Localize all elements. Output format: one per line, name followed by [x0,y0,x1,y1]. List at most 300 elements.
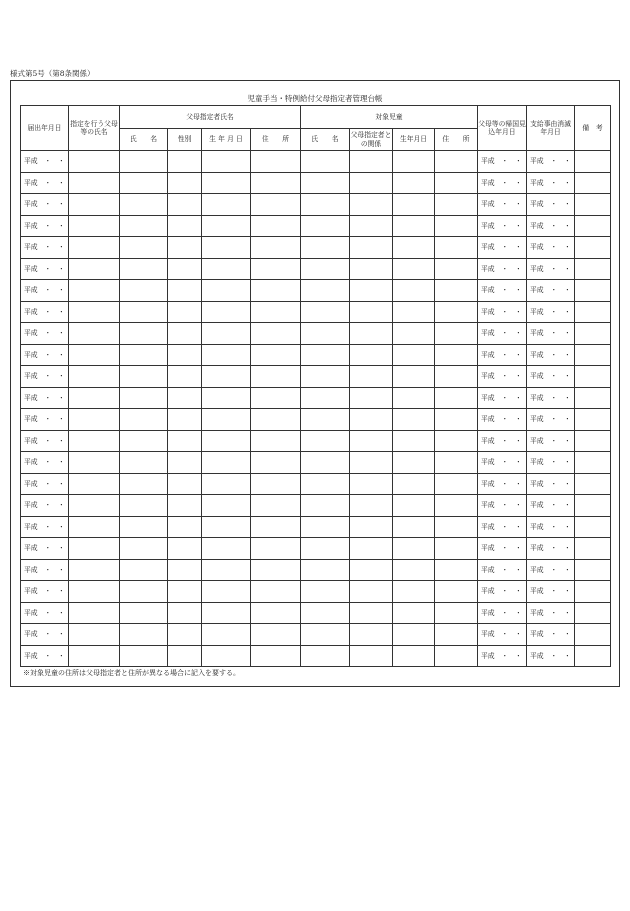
cell-filing-date[interactable]: 平成 ・ ・ [21,559,69,581]
table-cell[interactable] [202,366,251,388]
cell-return-date[interactable]: 平成 ・ ・ [478,258,527,280]
table-cell[interactable] [168,258,202,280]
table-cell[interactable] [435,452,478,474]
table-cell[interactable] [120,237,168,259]
table-cell[interactable] [350,581,393,603]
cell-extinction-date[interactable]: 平成 ・ ・ [527,366,575,388]
cell-filing-date[interactable]: 平成 ・ ・ [21,280,69,302]
cell-extinction-date[interactable]: 平成 ・ ・ [527,215,575,237]
table-cell[interactable] [393,323,435,345]
table-cell[interactable] [168,194,202,216]
table-cell[interactable] [575,258,611,280]
table-cell[interactable] [301,323,350,345]
cell-filing-date[interactable]: 平成 ・ ・ [21,258,69,280]
cell-return-date[interactable]: 平成 ・ ・ [478,344,527,366]
table-cell[interactable] [350,645,393,667]
table-cell[interactable] [202,237,251,259]
table-cell[interactable] [393,430,435,452]
table-cell[interactable] [202,452,251,474]
table-cell[interactable] [301,258,350,280]
table-cell[interactable] [168,366,202,388]
table-cell[interactable] [435,645,478,667]
table-cell[interactable] [69,151,120,173]
table-cell[interactable] [435,366,478,388]
table-cell[interactable] [202,301,251,323]
cell-filing-date[interactable]: 平成 ・ ・ [21,151,69,173]
table-cell[interactable] [120,645,168,667]
table-cell[interactable] [350,516,393,538]
cell-extinction-date[interactable]: 平成 ・ ・ [527,645,575,667]
table-cell[interactable] [168,495,202,517]
table-cell[interactable] [301,624,350,646]
table-cell[interactable] [120,194,168,216]
table-cell[interactable] [120,366,168,388]
table-cell[interactable] [393,495,435,517]
table-cell[interactable] [251,151,301,173]
table-cell[interactable] [69,323,120,345]
table-cell[interactable] [251,194,301,216]
cell-return-date[interactable]: 平成 ・ ・ [478,538,527,560]
cell-filing-date[interactable]: 平成 ・ ・ [21,237,69,259]
cell-filing-date[interactable]: 平成 ・ ・ [21,516,69,538]
cell-return-date[interactable]: 平成 ・ ・ [478,645,527,667]
table-cell[interactable] [435,516,478,538]
table-cell[interactable] [301,559,350,581]
table-cell[interactable] [168,301,202,323]
table-cell[interactable] [393,452,435,474]
table-cell[interactable] [393,409,435,431]
table-cell[interactable] [350,301,393,323]
table-cell[interactable] [120,452,168,474]
table-cell[interactable] [69,237,120,259]
table-cell[interactable] [69,645,120,667]
table-cell[interactable] [168,581,202,603]
table-cell[interactable] [251,344,301,366]
table-cell[interactable] [251,366,301,388]
table-cell[interactable] [251,172,301,194]
table-cell[interactable] [69,280,120,302]
table-cell[interactable] [120,172,168,194]
table-cell[interactable] [350,430,393,452]
table-cell[interactable] [435,323,478,345]
table-cell[interactable] [435,172,478,194]
table-cell[interactable] [120,430,168,452]
table-cell[interactable] [69,215,120,237]
table-cell[interactable] [301,172,350,194]
table-cell[interactable] [120,495,168,517]
table-cell[interactable] [69,581,120,603]
table-cell[interactable] [202,258,251,280]
table-cell[interactable] [168,624,202,646]
cell-filing-date[interactable]: 平成 ・ ・ [21,387,69,409]
table-cell[interactable] [301,581,350,603]
table-cell[interactable] [301,301,350,323]
table-cell[interactable] [168,172,202,194]
table-cell[interactable] [575,215,611,237]
table-cell[interactable] [393,237,435,259]
table-cell[interactable] [251,237,301,259]
cell-return-date[interactable]: 平成 ・ ・ [478,387,527,409]
table-cell[interactable] [168,237,202,259]
table-cell[interactable] [301,452,350,474]
table-cell[interactable] [575,409,611,431]
cell-filing-date[interactable]: 平成 ・ ・ [21,581,69,603]
table-cell[interactable] [350,194,393,216]
table-cell[interactable] [393,258,435,280]
table-cell[interactable] [393,215,435,237]
table-cell[interactable] [575,473,611,495]
table-cell[interactable] [435,430,478,452]
cell-filing-date[interactable]: 平成 ・ ・ [21,366,69,388]
table-cell[interactable] [168,344,202,366]
table-cell[interactable] [575,280,611,302]
table-cell[interactable] [393,538,435,560]
cell-extinction-date[interactable]: 平成 ・ ・ [527,258,575,280]
table-cell[interactable] [393,516,435,538]
table-cell[interactable] [120,151,168,173]
table-cell[interactable] [120,624,168,646]
cell-filing-date[interactable]: 平成 ・ ・ [21,538,69,560]
table-cell[interactable] [202,172,251,194]
table-cell[interactable] [350,237,393,259]
cell-return-date[interactable]: 平成 ・ ・ [478,602,527,624]
table-cell[interactable] [251,473,301,495]
table-cell[interactable] [301,151,350,173]
table-cell[interactable] [575,516,611,538]
cell-return-date[interactable]: 平成 ・ ・ [478,581,527,603]
table-cell[interactable] [168,602,202,624]
table-cell[interactable] [575,559,611,581]
table-cell[interactable] [435,344,478,366]
cell-filing-date[interactable]: 平成 ・ ・ [21,301,69,323]
table-cell[interactable] [69,624,120,646]
cell-return-date[interactable]: 平成 ・ ・ [478,280,527,302]
cell-extinction-date[interactable]: 平成 ・ ・ [527,473,575,495]
cell-return-date[interactable]: 平成 ・ ・ [478,237,527,259]
cell-return-date[interactable]: 平成 ・ ・ [478,151,527,173]
cell-filing-date[interactable]: 平成 ・ ・ [21,645,69,667]
table-cell[interactable] [301,215,350,237]
table-cell[interactable] [301,344,350,366]
table-cell[interactable] [435,538,478,560]
table-cell[interactable] [202,151,251,173]
table-cell[interactable] [350,409,393,431]
table-cell[interactable] [435,258,478,280]
table-cell[interactable] [393,602,435,624]
table-cell[interactable] [393,172,435,194]
table-cell[interactable] [350,473,393,495]
table-cell[interactable] [575,151,611,173]
cell-extinction-date[interactable]: 平成 ・ ・ [527,172,575,194]
table-cell[interactable] [251,516,301,538]
table-cell[interactable] [251,258,301,280]
table-cell[interactable] [435,581,478,603]
table-cell[interactable] [575,237,611,259]
table-cell[interactable] [301,602,350,624]
table-cell[interactable] [251,495,301,517]
table-cell[interactable] [202,624,251,646]
cell-extinction-date[interactable]: 平成 ・ ・ [527,452,575,474]
table-cell[interactable] [575,172,611,194]
table-cell[interactable] [251,323,301,345]
cell-filing-date[interactable]: 平成 ・ ・ [21,215,69,237]
table-cell[interactable] [435,409,478,431]
table-cell[interactable] [435,624,478,646]
table-cell[interactable] [202,602,251,624]
table-cell[interactable] [120,323,168,345]
cell-extinction-date[interactable]: 平成 ・ ・ [527,409,575,431]
table-cell[interactable] [301,430,350,452]
table-cell[interactable] [575,387,611,409]
cell-extinction-date[interactable]: 平成 ・ ・ [527,581,575,603]
cell-return-date[interactable]: 平成 ・ ・ [478,194,527,216]
table-cell[interactable] [168,387,202,409]
cell-extinction-date[interactable]: 平成 ・ ・ [527,280,575,302]
table-cell[interactable] [435,473,478,495]
table-cell[interactable] [350,452,393,474]
table-cell[interactable] [350,387,393,409]
table-cell[interactable] [251,301,301,323]
table-cell[interactable] [350,538,393,560]
table-cell[interactable] [251,430,301,452]
table-cell[interactable] [120,581,168,603]
table-cell[interactable] [350,172,393,194]
table-cell[interactable] [350,602,393,624]
cell-filing-date[interactable]: 平成 ・ ・ [21,473,69,495]
table-cell[interactable] [202,194,251,216]
cell-extinction-date[interactable]: 平成 ・ ・ [527,624,575,646]
table-cell[interactable] [69,409,120,431]
table-cell[interactable] [120,559,168,581]
cell-filing-date[interactable]: 平成 ・ ・ [21,495,69,517]
table-cell[interactable] [350,624,393,646]
cell-extinction-date[interactable]: 平成 ・ ・ [527,430,575,452]
table-cell[interactable] [575,538,611,560]
table-cell[interactable] [301,387,350,409]
table-cell[interactable] [575,194,611,216]
cell-extinction-date[interactable]: 平成 ・ ・ [527,194,575,216]
cell-extinction-date[interactable]: 平成 ・ ・ [527,559,575,581]
table-cell[interactable] [575,366,611,388]
table-cell[interactable] [251,538,301,560]
table-cell[interactable] [120,516,168,538]
table-cell[interactable] [575,624,611,646]
table-cell[interactable] [301,473,350,495]
table-cell[interactable] [168,409,202,431]
table-cell[interactable] [393,387,435,409]
cell-return-date[interactable]: 平成 ・ ・ [478,430,527,452]
table-cell[interactable] [435,237,478,259]
table-cell[interactable] [251,215,301,237]
table-cell[interactable] [393,344,435,366]
table-cell[interactable] [202,495,251,517]
table-cell[interactable] [301,538,350,560]
table-cell[interactable] [202,473,251,495]
table-cell[interactable] [251,387,301,409]
table-cell[interactable] [575,602,611,624]
table-cell[interactable] [350,495,393,517]
table-cell[interactable] [168,559,202,581]
cell-return-date[interactable]: 平成 ・ ・ [478,215,527,237]
cell-filing-date[interactable]: 平成 ・ ・ [21,194,69,216]
cell-extinction-date[interactable]: 平成 ・ ・ [527,495,575,517]
cell-return-date[interactable]: 平成 ・ ・ [478,559,527,581]
table-cell[interactable] [575,452,611,474]
table-cell[interactable] [69,602,120,624]
table-cell[interactable] [301,409,350,431]
table-cell[interactable] [350,280,393,302]
cell-filing-date[interactable]: 平成 ・ ・ [21,430,69,452]
table-cell[interactable] [168,645,202,667]
table-cell[interactable] [69,473,120,495]
table-cell[interactable] [575,323,611,345]
cell-return-date[interactable]: 平成 ・ ・ [478,409,527,431]
cell-return-date[interactable]: 平成 ・ ・ [478,452,527,474]
table-cell[interactable] [435,151,478,173]
table-cell[interactable] [69,344,120,366]
table-cell[interactable] [251,581,301,603]
cell-extinction-date[interactable]: 平成 ・ ・ [527,516,575,538]
cell-return-date[interactable]: 平成 ・ ・ [478,624,527,646]
table-cell[interactable] [393,194,435,216]
table-cell[interactable] [202,581,251,603]
table-cell[interactable] [435,215,478,237]
table-cell[interactable] [575,344,611,366]
table-cell[interactable] [251,559,301,581]
cell-extinction-date[interactable]: 平成 ・ ・ [527,151,575,173]
table-cell[interactable] [168,323,202,345]
table-cell[interactable] [350,323,393,345]
table-cell[interactable] [575,430,611,452]
table-cell[interactable] [120,409,168,431]
cell-return-date[interactable]: 平成 ・ ・ [478,323,527,345]
table-cell[interactable] [202,516,251,538]
table-cell[interactable] [251,280,301,302]
table-cell[interactable] [168,151,202,173]
table-cell[interactable] [393,151,435,173]
table-cell[interactable] [435,559,478,581]
table-cell[interactable] [120,602,168,624]
table-cell[interactable] [251,452,301,474]
table-cell[interactable] [350,559,393,581]
table-cell[interactable] [69,301,120,323]
table-cell[interactable] [301,495,350,517]
table-cell[interactable] [393,624,435,646]
table-cell[interactable] [168,473,202,495]
cell-extinction-date[interactable]: 平成 ・ ・ [527,323,575,345]
table-cell[interactable] [251,645,301,667]
table-cell[interactable] [69,172,120,194]
table-cell[interactable] [202,323,251,345]
table-cell[interactable] [168,516,202,538]
table-cell[interactable] [251,409,301,431]
table-cell[interactable] [301,194,350,216]
cell-return-date[interactable]: 平成 ・ ・ [478,495,527,517]
table-cell[interactable] [393,559,435,581]
table-cell[interactable] [301,366,350,388]
table-cell[interactable] [202,387,251,409]
cell-filing-date[interactable]: 平成 ・ ・ [21,344,69,366]
cell-extinction-date[interactable]: 平成 ・ ・ [527,301,575,323]
cell-return-date[interactable]: 平成 ・ ・ [478,172,527,194]
cell-filing-date[interactable]: 平成 ・ ・ [21,409,69,431]
table-cell[interactable] [393,366,435,388]
table-cell[interactable] [69,194,120,216]
cell-extinction-date[interactable]: 平成 ・ ・ [527,237,575,259]
cell-return-date[interactable]: 平成 ・ ・ [478,473,527,495]
table-cell[interactable] [301,516,350,538]
cell-extinction-date[interactable]: 平成 ・ ・ [527,387,575,409]
table-cell[interactable] [393,301,435,323]
table-cell[interactable] [202,215,251,237]
table-cell[interactable] [120,473,168,495]
table-cell[interactable] [435,280,478,302]
table-cell[interactable] [202,280,251,302]
table-cell[interactable] [251,602,301,624]
table-cell[interactable] [202,559,251,581]
table-cell[interactable] [168,215,202,237]
table-cell[interactable] [168,538,202,560]
table-cell[interactable] [435,301,478,323]
table-cell[interactable] [301,237,350,259]
table-cell[interactable] [202,430,251,452]
table-cell[interactable] [168,430,202,452]
table-cell[interactable] [251,624,301,646]
table-cell[interactable] [120,387,168,409]
table-cell[interactable] [393,581,435,603]
table-cell[interactable] [120,538,168,560]
table-cell[interactable] [350,366,393,388]
cell-extinction-date[interactable]: 平成 ・ ・ [527,538,575,560]
table-cell[interactable] [168,452,202,474]
table-cell[interactable] [120,344,168,366]
table-cell[interactable] [575,495,611,517]
table-cell[interactable] [202,538,251,560]
cell-filing-date[interactable]: 平成 ・ ・ [21,602,69,624]
cell-filing-date[interactable]: 平成 ・ ・ [21,323,69,345]
table-cell[interactable] [393,280,435,302]
table-cell[interactable] [202,645,251,667]
table-cell[interactable] [435,387,478,409]
table-cell[interactable] [350,151,393,173]
table-cell[interactable] [435,602,478,624]
cell-filing-date[interactable]: 平成 ・ ・ [21,452,69,474]
table-cell[interactable] [120,280,168,302]
table-cell[interactable] [120,215,168,237]
table-cell[interactable] [69,366,120,388]
cell-return-date[interactable]: 平成 ・ ・ [478,516,527,538]
cell-filing-date[interactable]: 平成 ・ ・ [21,172,69,194]
table-cell[interactable] [69,495,120,517]
table-cell[interactable] [575,301,611,323]
table-cell[interactable] [202,409,251,431]
table-cell[interactable] [393,473,435,495]
table-cell[interactable] [350,344,393,366]
table-cell[interactable] [69,452,120,474]
table-cell[interactable] [350,215,393,237]
cell-extinction-date[interactable]: 平成 ・ ・ [527,344,575,366]
table-cell[interactable] [435,194,478,216]
table-cell[interactable] [69,387,120,409]
table-cell[interactable] [120,258,168,280]
table-cell[interactable] [168,280,202,302]
table-cell[interactable] [435,495,478,517]
cell-extinction-date[interactable]: 平成 ・ ・ [527,602,575,624]
table-cell[interactable] [120,301,168,323]
table-cell[interactable] [69,538,120,560]
table-cell[interactable] [350,258,393,280]
table-cell[interactable] [69,559,120,581]
